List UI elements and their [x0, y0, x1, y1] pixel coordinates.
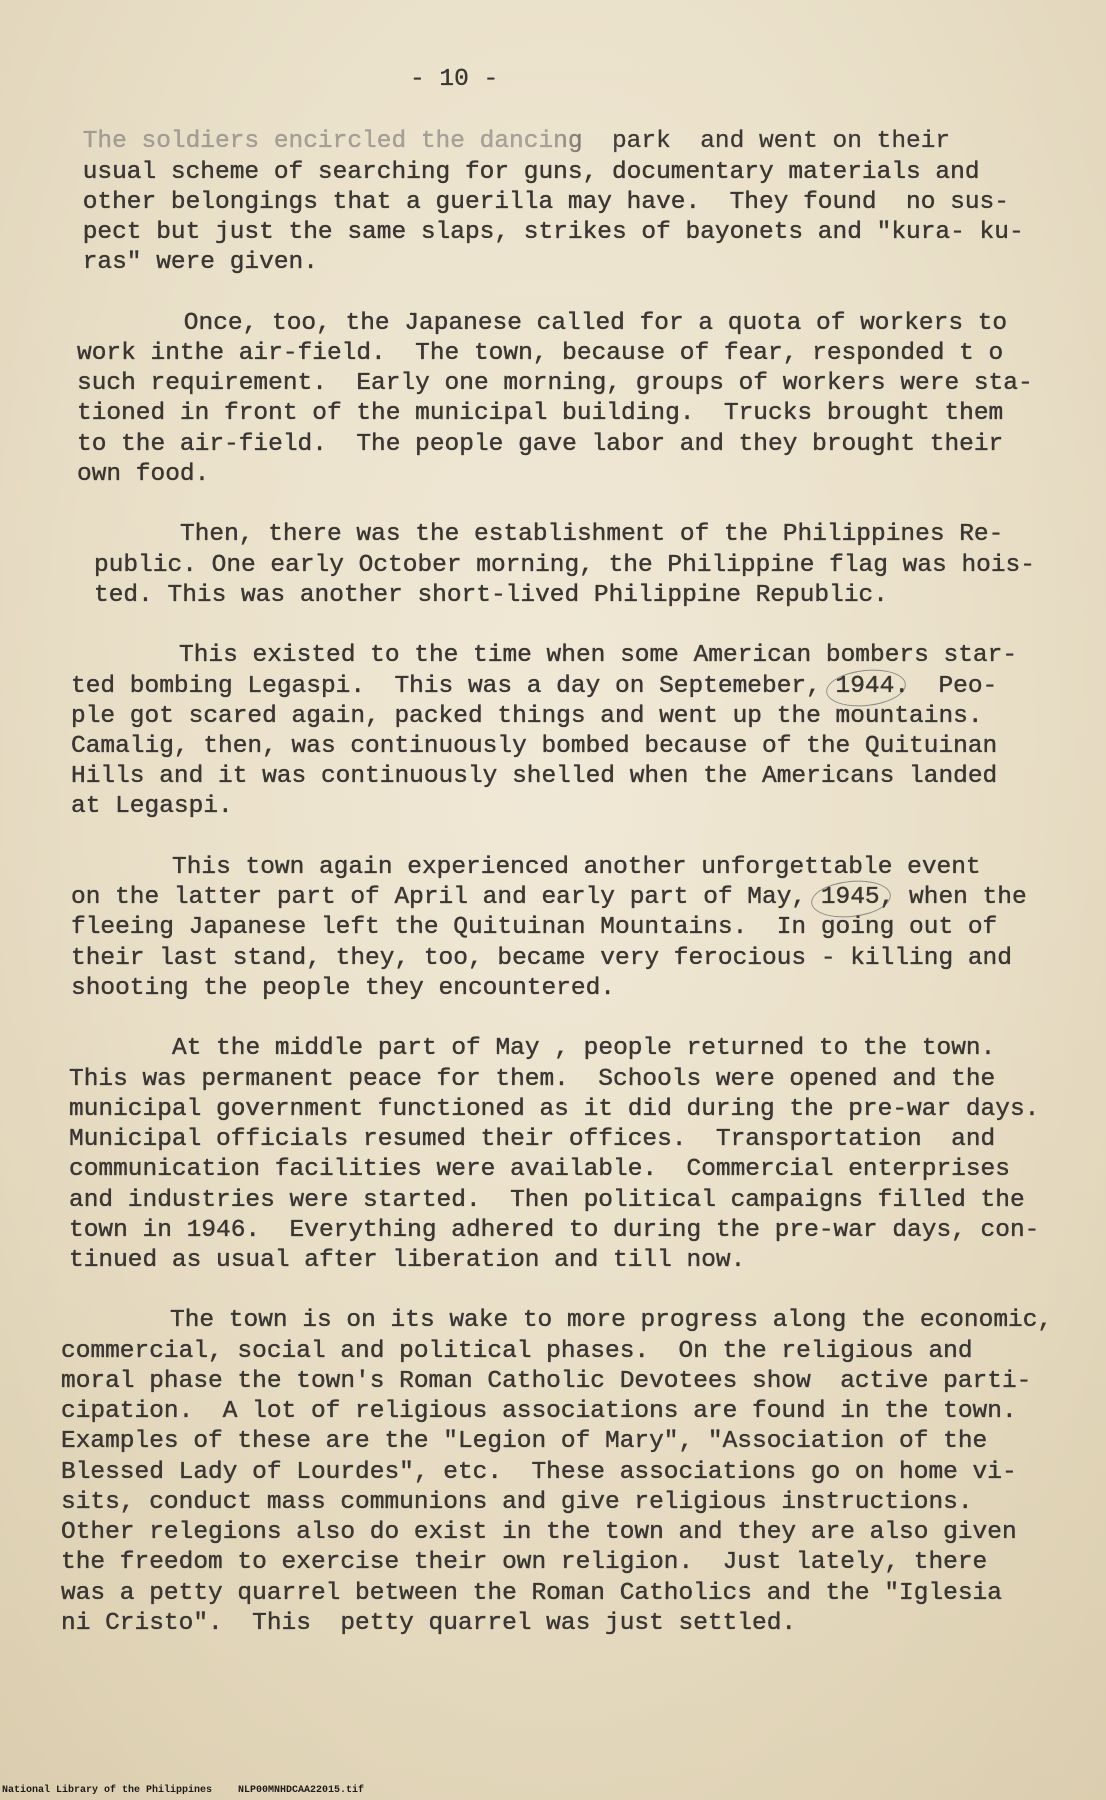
paragraph-4	[71, 641, 1106, 822]
text-line: The town is on its wake to more progress along the economic,	[170, 1307, 1053, 1335]
text-line: Camalig, then, was continuously bombed because of the Quituinan	[71, 732, 998, 760]
text-line: to the air-field. The people gave labor and they brought their	[77, 430, 1004, 458]
text-line: tinued as usual after liberation and till now.	[69, 1246, 746, 1274]
text-line: their last stand, they, too, became very ferocious - killing and	[71, 944, 1012, 972]
text-line: At the middle part of May , people returned to the town.	[172, 1035, 996, 1063]
text-line: ted bombing Legaspi. This was a day on Septemeber, 1944. Peo-	[71, 672, 998, 700]
page-number: - 10 -	[410, 66, 499, 93]
text-line: commercial, social and political phases. On the religious and	[61, 1337, 973, 1365]
text-line: Municipal officials resumed their offices. Transportation and	[69, 1126, 996, 1154]
text-line: on the latter part of April and early part of May, 1945, when the	[71, 884, 1027, 912]
body-text	[0, 127, 1106, 1669]
text-line: Other relegions also do exist in the town and they are also given	[61, 1519, 1017, 1547]
text-line: was a petty quarrel between the Roman Catholics and the "Iglesia	[61, 1579, 1002, 1607]
text-line: Once, too, the Japanese called for a quota of workers to	[183, 309, 1008, 337]
paragraph-6	[69, 1034, 1106, 1276]
text-line: usual scheme of searching for guns, documentary materials and	[82, 158, 980, 186]
text-line: This town again experienced another unforgettable event	[172, 853, 981, 881]
text-line: tioned in front of the municipal building. Trucks brought them	[77, 400, 1004, 428]
footer-library-name: National Library of the Philippines	[2, 1785, 213, 1796]
text-line: ple got scared again, packed things and went up the mountains.	[71, 702, 983, 730]
text-line: The soldiers encircled the dancing park and went on their	[83, 127, 1106, 157]
text-line: Then, there was the establishment of the Philippines Re-	[180, 521, 1004, 549]
text-line: moral phase the town's Roman Catholic Devotees show active parti-	[61, 1367, 1032, 1395]
footer-filename: NLP00MNHDCAA22015.tif	[238, 1785, 365, 1796]
paragraph-5	[71, 853, 1106, 1004]
text-line: at Legaspi.	[71, 793, 233, 821]
text-line: communication facilities were available. Commercial enterprises	[69, 1156, 1010, 1184]
scan-footer	[0, 1783, 1106, 1799]
text-line: ted. This was another short-lived Philippine Republic.	[94, 581, 888, 609]
text-line: the freedom to exercise their own religion. Just lately, there	[61, 1549, 988, 1577]
text-line: Hills and it was continuously shelled when the Americans landed	[71, 763, 998, 791]
text-line: This existed to the time when some American bombers star-	[179, 642, 1018, 670]
text-line: municipal government functioned as it did during the pre-war days.	[69, 1095, 1040, 1123]
text-line: Examples of these are the "Legion of Mary", "Association of the	[61, 1428, 988, 1456]
text-line: shooting the people they encountered.	[71, 974, 615, 1002]
text-line: other belongings that a guerilla may have. They found no sus-	[82, 188, 1009, 216]
text-line: pect but just the same slaps, strikes of bayonets and "kura- ku-	[82, 219, 1024, 246]
text-line: cipation. A lot of religious associations are found in the town.	[61, 1398, 1017, 1426]
text-line: public. One early October morning, the Philippine flag was hois-	[94, 551, 1035, 579]
text-line: sits, conduct mass communions and give religious instructions.	[61, 1488, 973, 1516]
text-line: ni Cristo". This petty quarrel was just settled.	[61, 1609, 797, 1637]
paragraph-2	[77, 309, 1106, 490]
paragraph-3	[94, 520, 1106, 611]
text-line: work inthe air-field. The town, because of fear, responded t o	[77, 339, 1004, 367]
text-line: ras" were given.	[82, 249, 318, 277]
text-line: own food.	[77, 460, 210, 488]
text-line: Blessed Lady of Lourdes", etc. These associations go on home vi-	[61, 1458, 1017, 1486]
text-line: This was permanent peace for them. Schools were opened and the	[69, 1065, 996, 1093]
text-line: fleeing Japanese left the Quituinan Mountains. In going out of	[71, 914, 998, 942]
text-line: and industries were started. Then political campaigns filled the	[69, 1186, 1025, 1214]
paragraph-7	[61, 1306, 1106, 1639]
text-line: such requirement. Early one morning, groups of workers were sta-	[77, 370, 1033, 398]
paragraph-1	[83, 127, 1106, 278]
text-line: town in 1946. Everything adhered to during the pre-war days, con-	[69, 1216, 1040, 1244]
